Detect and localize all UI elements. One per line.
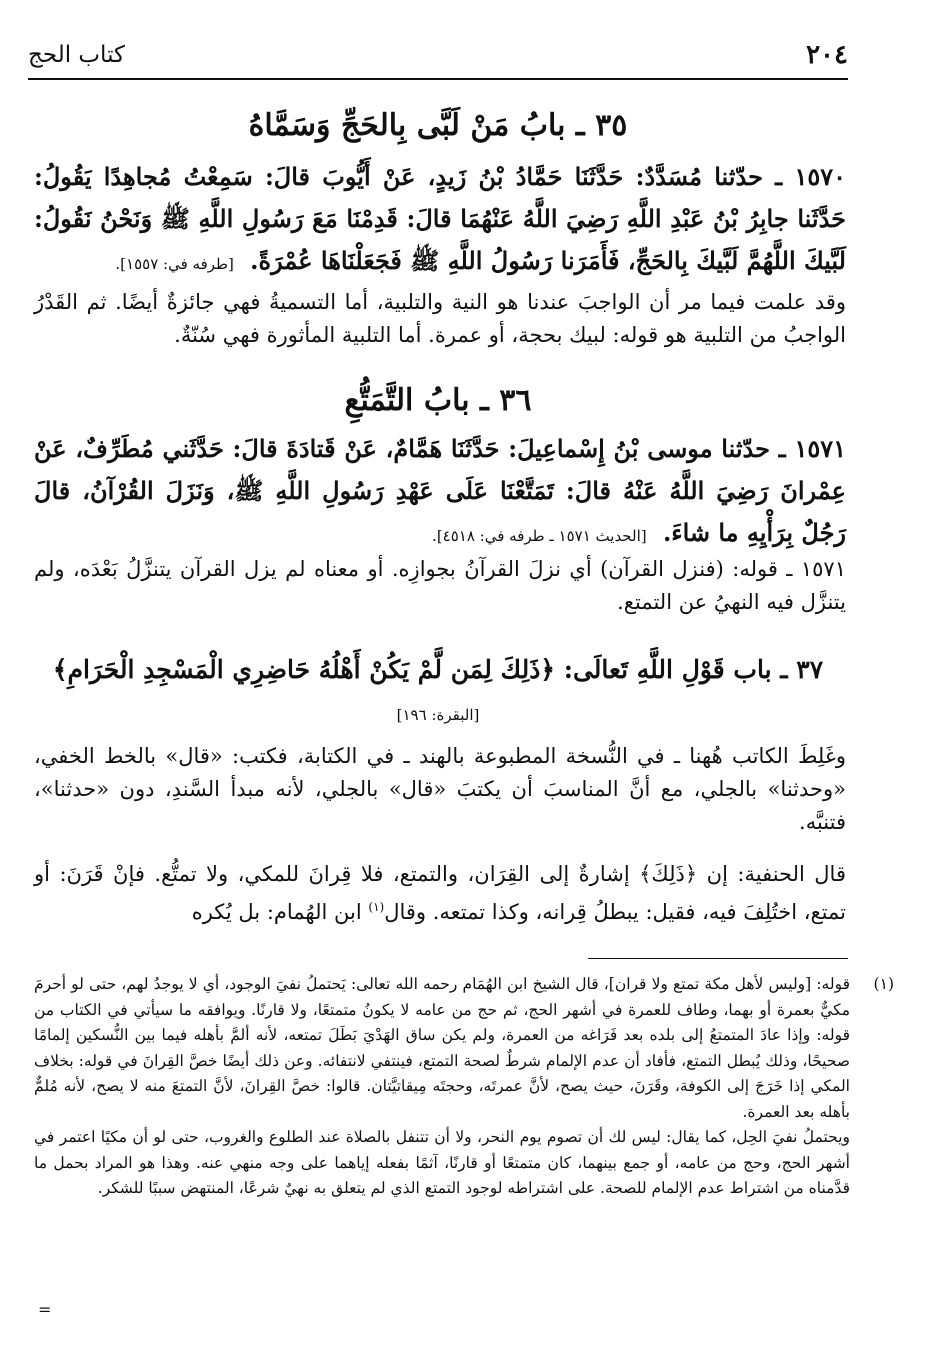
chapter-35-heading: ٣٥ ـ بابُ مَنْ لَبَّى بِالحَجِّ وَسَمَّاهُ xyxy=(248,108,628,143)
footnote-paragraph-1: قوله: [وليس لأهل مكة تمتع ولا قران]، قال الشيخ ابن الهُمَام رحمه الله تعالى: يَحتملُ نفيَ الوجود، أي لا يوجدُ لهم، حتى لو أحرمَ مكيٌّ بعمرة أو بهما، وطاف للعمرة في أشهر الحج، ثم حج من عامه لا يكونُ متمتعًا، ولا قارنًا. ويوافقه ما سيأتي في الكتاب من قوله: وإذا عادَ المتمتعُ إلى بلده بعد فَرَاغه من العمرة، ولم يكن ساق الهَدْيَ بَطَلَ تمتعه، لأنه ألمَّ بأهله فيما بين النُّسكين إلمامًا صحيحًا، وذلك يُبطل التمتع، فأفاد أن عدم الإلمام شرطٌ لصحة التمتع، فينتفي لانتفائه. وعن ذلك أيضًا خصَّ القِرانَ في قوله: بخلاف المكي إذا خَرَجَ إلى الكوفة، وقَرَنَ، حيث يصح، لأنَّ عمرتَه، وحجتَه مِيقاتيَّتان. قالوا: خصَّ القِرانَ، لأنَّ التمتعَ منه لا يصح، لأنه مُلمٌّ بأهله بعد العمرة. xyxy=(34,975,850,1121)
footnote-1 xyxy=(34,972,894,1202)
footnote-marker[interactable]: (١) xyxy=(368,900,385,914)
page-header xyxy=(28,40,848,80)
hadith-1571-reference: [الحديث ١٥٧١ ـ طرفه في: ٤٥١٨]. xyxy=(432,527,647,545)
hadith-1570-text: ١٥٧٠ ـ حدّثنا مُسَدَّدٌ: حَدَّثَنَا حَمَّادُ بْنُ زَيدٍ، عَنْ أَيُّوبَ قالَ: سَمِعْتُ مُجاهِدًا يَقُولُ: حَدَّثَنا جابِرُ بْنُ عَبْدِ اللَّهِ رَضِيَ اللَّهُ عَنْهُمَا قالَ: قَدِمْنَا مَعَ رَسُولِ اللَّهِ ﷺ وَنَحْنُ نَقُولُ: لَبَّيكَ اللَّهُمَّ لَبَّيكَ بِالحَجِّ، فَأَمَرَنا رَسُولُ اللَّهِ ﷺ فَجَعَلْنَاهَا عُمْرَةً. xyxy=(34,162,847,275)
header-divider xyxy=(28,78,848,80)
chapter-37-paragraph-2-text: قال الحنفية: إن ﴿ذَلِكَ﴾ إشارةٌ إلى القِرَان، والتمتع، فلا قِرانَ للمكي، ولا تمتُّع. فإنْ قَرَنَ: أو تمتع، اختُلِفَ فيه، فقيل: يبطلُ قِرانه، وكذا تمتعه. وقال xyxy=(34,862,846,924)
hadith-1571 xyxy=(34,428,846,557)
quran-verse-reference: [البقرة: ١٩٦] xyxy=(396,706,480,724)
chapter-37-paragraph-2 xyxy=(34,858,846,929)
footnote-divider xyxy=(588,958,848,959)
hadith-1571-text: ١٥٧١ ـ حدّثنا موسى بْنُ إِسْماعِيلَ: حَدَّثَنَا هَمَّامٌ، عَنْ قَتادَةَ قالَ: حَدَّثَني مُطَرِّفٌ، عَنْ عِمْرانَ رَضِيَ اللَّهُ عَنْهُ قالَ: تَمَتَّعْنَا عَلَى عَهْدِ رَسُولِ اللَّهِ ﷺ، وَنَزَلَ القُرْآنُ، قالَ رَجُلٌ بِرَأْيِهِ ما شاءَ. xyxy=(34,434,846,547)
footnote-paragraph-2: ويحتملُ نفيَ الحِل، كما يقال: ليس لك أن تصوم يوم النحر، ولا أن تتنفل بالصلاة عند الطلوع والغروب، حتى لو أن مكيًا اعتمر في أشهر الحج، وحج من عامه، أو جمع بينهما، كان متمتعًا أو قارنًا، آثمًا بفعله إياهما على وجه منهي عنه. وهذا هو المراد بحمل ما قدَّمناه من اشتراط عدم الإلمام للصحة. على اشتراطه لوجود التمتع الذي لم يتعلق به نهيٌ شرعًا، المنتهض سببًا للشكر. xyxy=(34,1128,850,1197)
footnote-continuation-mark: = xyxy=(38,1300,52,1319)
chapter-35-commentary: وقد علمت فيما مر أن الواجبَ عندنا هو النية والتلبية، أما التسميةُ فهي جائزةٌ أيضًا. ثم القَدْرُ الواجبُ من التلبية هو قوله: لبيك بحجة، أو عمرة. أما التلبية المأثورة فهي سُنّةٌ. xyxy=(34,290,846,347)
chapter-37-paragraph-2-tail: ابن الهُمام: بل يُكره xyxy=(191,900,369,924)
chapter-37-heading: ٣٧ ـ باب قَوْلِ اللَّهِ تَعالَى: ﴿ذَلِكَ لِمَن لَّمْ يَكُنْ أَهْلُهُ حَاضِرِي الْمَسْجِدِ الْحَرَامِ﴾ xyxy=(52,655,824,684)
running-title: كتاب الحج xyxy=(28,42,125,68)
chapter-37-paragraph-1: وغَلِطَ الكاتب هُهنا ـ في النُّسخة المطبوعة بالهند ـ في الكتابة، فكتب: «قال» بالخط الخفي، «وحدثنا» بالجلي، مع أنَّ المناسبَ أن يكتبَ «قال» بالجلي، لأنه مبدأ السَّندِ، دون «حدثنا»، فتنبَّه. xyxy=(34,744,846,834)
hadith-1570 xyxy=(34,156,846,285)
footnote-number: (١) xyxy=(873,975,894,993)
hadith-1571-commentary: ١٥٧١ ـ قوله: (فنزل القرآن) أي نزلَ القرآنُ بجوازِه. أو معناه لم يزل القرآن يتنزَّلُ بَعْدَه، ولم يتنزَّل فيه النهيُ عن التمتع. xyxy=(34,557,846,614)
page-number: ٢٠٤ xyxy=(806,40,848,70)
chapter-36-heading: ٣٦ ـ بابُ التَّمَتُّعِ xyxy=(344,383,532,418)
hadith-1570-reference: [طرفه في: ١٥٥٧]. xyxy=(115,255,234,273)
